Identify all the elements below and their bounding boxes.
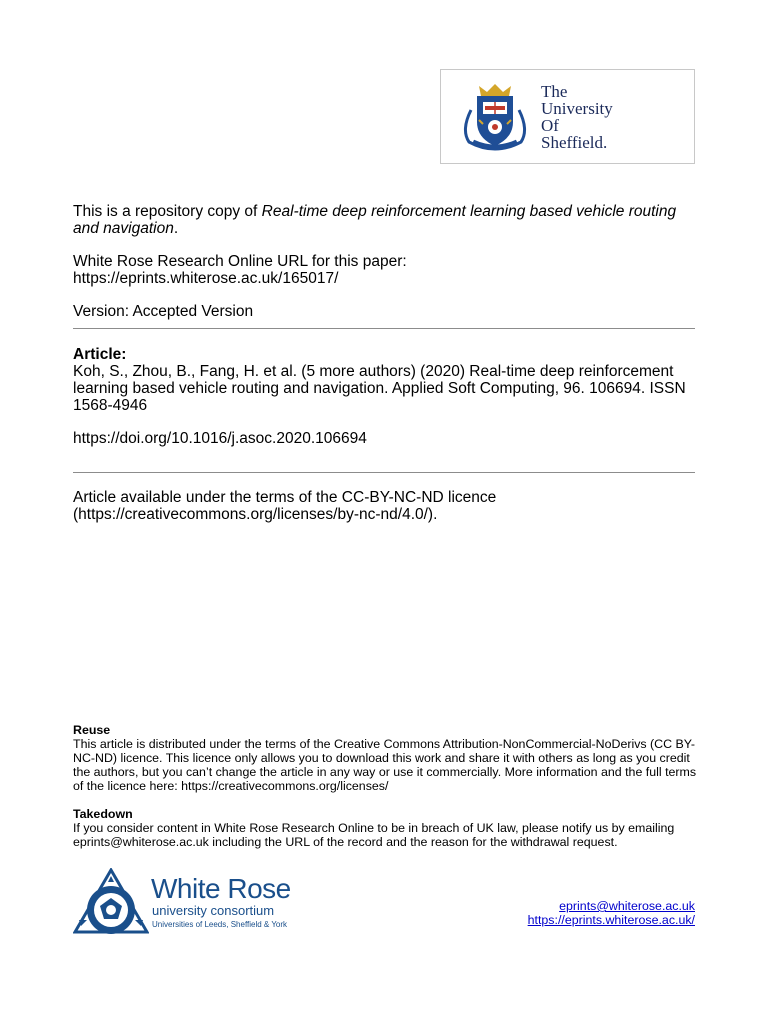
version-statement: Version: Accepted Version bbox=[73, 303, 254, 320]
doi-link[interactable]: https://doi.org/10.1016/j.asoc.2020.106694 bbox=[73, 430, 367, 447]
paper-title: Real-time deep reinforcement learning based vehicle routing and navigation bbox=[73, 203, 677, 237]
contact-links bbox=[528, 899, 695, 927]
licence-statement: Article available under the terms of the CC-BY-NC-ND licence (https://creativecommons.org/licenses/by-nc-nd/4.0/). bbox=[73, 489, 497, 523]
takedown-section bbox=[73, 807, 698, 849]
intro-prefix: This is a repository copy of bbox=[73, 203, 262, 220]
reuse-text: This article is distributed under the terms of the Creative Commons Attribution-NonCommercial-NoDerivs (CC BY-NC-ND) licence. This licence only allows you to download this work and share it with others as long as you credit the authors, but you can’t change the article in any way or use it commercially. More information and the full terms of the licence here: https://creativecommons.org/licenses/ bbox=[73, 737, 697, 793]
white-rose-subtitle: university consortium bbox=[152, 903, 275, 918]
divider bbox=[73, 328, 695, 329]
contact-email-link[interactable]: eprints@whiterose.ac.uk bbox=[559, 899, 695, 913]
university-name-line: Of bbox=[541, 116, 559, 135]
university-name-line: Sheffield. bbox=[541, 133, 608, 152]
article-citation: Koh, S., Zhou, B., Fang, H. et al. (5 more authors) (2020) Real-time deep reinforcement learning based vehicle routing and navigation. Applied Soft Computing, 96. 106694. ISSN 1568-4946 bbox=[73, 363, 686, 414]
white-rose-logo bbox=[73, 868, 295, 940]
reuse-heading: Reuse bbox=[73, 723, 111, 737]
divider bbox=[73, 472, 695, 473]
reuse-section bbox=[73, 723, 698, 793]
takedown-text: If you consider content in White Rose Research Online to be in breach of UK law, please notify us by emailing eprints@whiterose.ac.uk including the URL of the record and the reason for the withdrawal request. bbox=[73, 821, 675, 849]
eprints-site-link[interactable]: https://eprints.whiterose.ac.uk/ bbox=[527, 913, 695, 927]
university-crest-icon bbox=[457, 80, 533, 156]
university-name-line: The bbox=[541, 82, 568, 101]
intro-suffix: . bbox=[173, 220, 179, 237]
repository-url[interactable]: https://eprints.whiterose.ac.uk/165017/ bbox=[73, 270, 339, 287]
takedown-heading: Takedown bbox=[73, 807, 133, 821]
university-name bbox=[541, 83, 613, 151]
repository-url-block bbox=[73, 253, 696, 287]
article-heading: Article: bbox=[73, 346, 127, 363]
repository-copy-statement bbox=[73, 203, 696, 237]
repository-url-label: White Rose Research Online URL for this paper: bbox=[73, 253, 407, 270]
white-rose-emblem-icon bbox=[73, 868, 149, 940]
white-rose-title: White Rose bbox=[151, 873, 291, 904]
university-name-line: University bbox=[541, 99, 613, 118]
university-of-sheffield-logo bbox=[440, 69, 695, 164]
article-citation-block bbox=[73, 346, 696, 414]
white-rose-universities: Universities of Leeds, Sheffield & York bbox=[152, 920, 288, 929]
